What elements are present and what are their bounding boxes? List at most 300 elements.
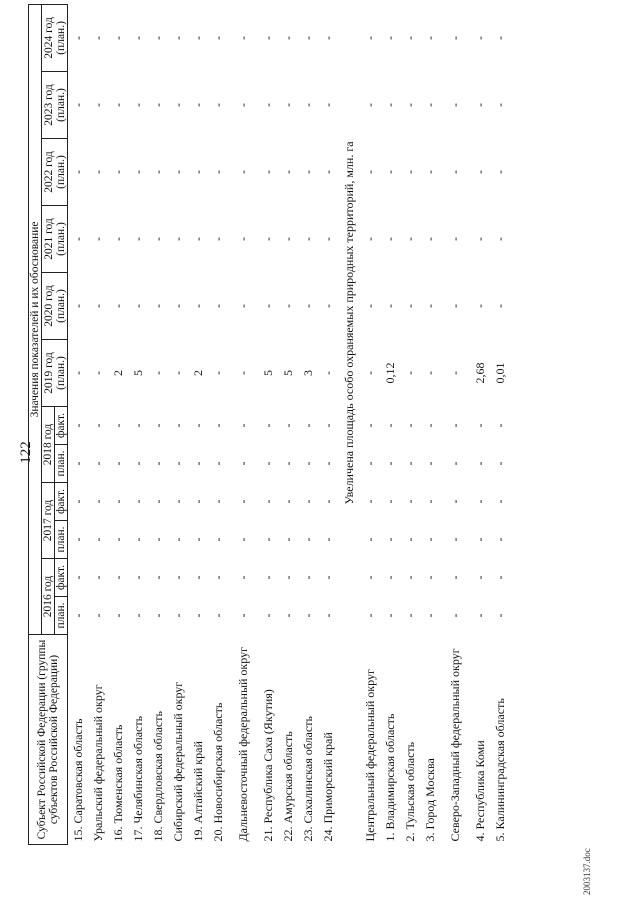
- value-cell: -: [422, 371, 437, 375]
- value-cell: -: [110, 575, 125, 580]
- value-cell: -: [235, 371, 250, 375]
- value-cell: -: [402, 461, 417, 466]
- value-cell: -: [90, 461, 105, 466]
- value-cell: -: [150, 461, 165, 466]
- value-cell: -: [260, 103, 275, 107]
- value-cell: -: [280, 613, 295, 618]
- table-row: [228, 4, 258, 844]
- year-2024-header: [42, 4, 68, 71]
- value-cell: -: [210, 35, 225, 40]
- value-cell: -: [320, 537, 335, 542]
- fact-2017-header: факт.: [55, 483, 68, 521]
- value-cell: -: [300, 575, 315, 580]
- value-cell: -: [70, 371, 85, 375]
- value-cell: -: [362, 613, 377, 618]
- value-cell: -: [402, 371, 417, 375]
- subject-name-cell: 17. Челябинская область: [130, 715, 145, 842]
- value-cell: -: [130, 423, 145, 428]
- value-cell: -: [362, 461, 377, 466]
- value-cell: -: [382, 423, 397, 428]
- indicator-table-container: [28, 5, 510, 845]
- year-2020-header: [42, 273, 68, 340]
- value-cell: -: [362, 575, 377, 580]
- value-cell: -: [130, 575, 145, 580]
- subject-name-cell: 23. Сахалинская область: [300, 716, 315, 842]
- value-cell: 5: [280, 370, 295, 376]
- value-cell: -: [320, 237, 335, 241]
- value-cell: -: [280, 537, 295, 542]
- value-cell: -: [190, 304, 205, 308]
- value-cell: -: [235, 35, 250, 40]
- year-2017-header: 2017 год: [42, 483, 55, 559]
- table-row: [360, 4, 380, 844]
- plan-note: (план.): [54, 88, 67, 122]
- subject-name-cell: 19. Алтайский край: [190, 741, 205, 842]
- value-cell: -: [320, 575, 335, 580]
- value-cell: -: [447, 537, 462, 542]
- value-cell: -: [235, 237, 250, 241]
- value-cell: -: [472, 103, 487, 107]
- value-cell: -: [300, 461, 315, 466]
- table-row: [318, 4, 338, 844]
- value-cell: -: [492, 499, 507, 504]
- value-cell: -: [130, 237, 145, 241]
- value-cell: -: [382, 537, 397, 542]
- values-group-header: Значения показателей и их обоснование: [29, 4, 42, 634]
- value-cell: -: [90, 499, 105, 504]
- subject-name-cell: 2. Тульская область: [402, 741, 417, 842]
- value-cell: -: [280, 103, 295, 107]
- value-cell: -: [402, 613, 417, 618]
- value-cell: -: [210, 575, 225, 580]
- value-cell: -: [130, 537, 145, 542]
- subject-name-cell: 18. Свердловская область: [150, 711, 165, 842]
- value-cell: -: [402, 575, 417, 580]
- value-cell: -: [447, 461, 462, 466]
- value-cell: -: [472, 537, 487, 542]
- value-cell: -: [362, 371, 377, 375]
- value-cell: -: [492, 304, 507, 308]
- value-cell: -: [110, 613, 125, 618]
- value-cell: -: [422, 35, 437, 40]
- value-cell: -: [422, 423, 437, 428]
- value-cell: -: [382, 103, 397, 107]
- table-row: [258, 4, 278, 844]
- value-cell: -: [422, 613, 437, 618]
- year-2021-header: [42, 206, 68, 273]
- value-cell: -: [130, 304, 145, 308]
- value-cell: -: [210, 170, 225, 174]
- value-cell: -: [260, 237, 275, 241]
- value-cell: -: [300, 237, 315, 241]
- value-cell: -: [447, 170, 462, 174]
- value-cell: -: [422, 170, 437, 174]
- value-cell: -: [90, 537, 105, 542]
- value-cell: -: [170, 575, 185, 580]
- value-cell: -: [402, 103, 417, 107]
- value-cell: -: [110, 423, 125, 428]
- value-cell: -: [70, 575, 85, 580]
- subject-name-cell: 15. Саратовская область: [70, 718, 85, 842]
- value-cell: -: [110, 461, 125, 466]
- value-cell: -: [422, 575, 437, 580]
- value-cell: -: [70, 237, 85, 241]
- subject-name-cell: Центральный федеральный округ: [362, 669, 377, 842]
- value-cell: 0,12: [382, 362, 397, 384]
- value-cell: -: [280, 304, 295, 308]
- value-cell: -: [472, 575, 487, 580]
- table-row: [148, 4, 168, 844]
- value-cell: -: [190, 103, 205, 107]
- value-cell: -: [492, 35, 507, 40]
- value-cell: -: [402, 423, 417, 428]
- table-row: [68, 4, 89, 844]
- value-cell: -: [280, 499, 295, 504]
- value-cell: -: [190, 170, 205, 174]
- value-cell: -: [362, 304, 377, 308]
- value-cell: -: [362, 237, 377, 241]
- value-cell: -: [70, 537, 85, 542]
- value-cell: -: [235, 170, 250, 174]
- value-cell: 2,68: [472, 362, 487, 384]
- value-cell: -: [150, 537, 165, 542]
- value-cell: -: [362, 499, 377, 504]
- value-cell: -: [320, 371, 335, 375]
- value-cell: -: [130, 613, 145, 618]
- value-cell: -: [447, 304, 462, 308]
- value-cell: -: [150, 423, 165, 428]
- table-row: [490, 4, 510, 844]
- value-cell: -: [260, 423, 275, 428]
- plan-note: (план.): [54, 155, 67, 189]
- value-cell: -: [235, 423, 250, 428]
- subject-column-header: Субъект Российской Федерации (группы субъектов Российской Федерации): [29, 635, 68, 845]
- value-cell: -: [472, 170, 487, 174]
- value-cell: -: [280, 575, 295, 580]
- value-cell: -: [447, 499, 462, 504]
- value-cell: -: [70, 461, 85, 466]
- value-cell: -: [472, 35, 487, 40]
- value-cell: -: [447, 575, 462, 580]
- subject-name-cell: Дальневосточный федеральный округ: [235, 646, 250, 842]
- value-cell: -: [447, 35, 462, 40]
- value-cell: -: [447, 613, 462, 618]
- subject-name-cell: 1. Владимирская область: [382, 713, 397, 842]
- value-cell: -: [110, 237, 125, 241]
- value-cell: -: [362, 35, 377, 40]
- value-cell: -: [472, 304, 487, 308]
- value-cell: -: [150, 575, 165, 580]
- value-cell: -: [70, 423, 85, 428]
- value-cell: -: [320, 423, 335, 428]
- value-cell: 2: [190, 370, 205, 376]
- value-cell: -: [170, 371, 185, 375]
- value-cell: -: [492, 423, 507, 428]
- value-cell: -: [170, 537, 185, 542]
- value-cell: -: [150, 499, 165, 504]
- value-cell: -: [110, 35, 125, 40]
- value-cell: -: [110, 499, 125, 504]
- subject-name-cell: 16. Тюменская область: [110, 724, 125, 842]
- value-cell: -: [382, 304, 397, 308]
- value-cell: -: [235, 575, 250, 580]
- value-cell: -: [210, 304, 225, 308]
- value-cell: -: [472, 613, 487, 618]
- fact-2018-header: факт.: [55, 407, 68, 445]
- plan-2016-header: план.: [55, 597, 68, 635]
- value-cell: -: [422, 237, 437, 241]
- indicator-table: [28, 4, 510, 845]
- value-cell: -: [402, 237, 417, 241]
- value-cell: -: [447, 423, 462, 428]
- value-cell: -: [210, 613, 225, 618]
- plan-2017-header: план.: [55, 521, 68, 559]
- year-2023-header: [42, 72, 68, 139]
- value-cell: -: [170, 423, 185, 428]
- value-cell: -: [150, 103, 165, 107]
- subject-name-cell: 5. Калининградская область: [492, 698, 507, 842]
- value-cell: -: [130, 461, 145, 466]
- value-cell: -: [210, 499, 225, 504]
- value-cell: -: [150, 613, 165, 618]
- value-cell: -: [190, 613, 205, 618]
- value-cell: -: [422, 537, 437, 542]
- value-cell: 3: [300, 370, 315, 376]
- year-2016-header: 2016 год: [42, 559, 55, 635]
- value-cell: -: [190, 423, 205, 428]
- value-cell: -: [402, 304, 417, 308]
- value-cell: -: [422, 499, 437, 504]
- subject-name-cell: 20. Новосибирская область: [210, 702, 225, 842]
- value-cell: -: [320, 170, 335, 174]
- value-cell: -: [492, 170, 507, 174]
- value-cell: -: [170, 304, 185, 308]
- value-cell: -: [472, 423, 487, 428]
- value-cell: -: [362, 537, 377, 542]
- value-cell: -: [90, 575, 105, 580]
- value-cell: -: [90, 35, 105, 40]
- table-row: [298, 4, 318, 844]
- value-cell: -: [320, 613, 335, 618]
- value-cell: -: [260, 575, 275, 580]
- subject-name-cell: 21. Республика Саха (Якутия): [260, 689, 275, 842]
- table-row: [380, 4, 400, 844]
- plan-note: (план.): [54, 222, 67, 256]
- value-cell: -: [190, 461, 205, 466]
- plan-note: (план.): [54, 289, 67, 323]
- table-row: [440, 4, 470, 844]
- value-cell: -: [130, 35, 145, 40]
- value-cell: -: [280, 35, 295, 40]
- value-cell: -: [280, 461, 295, 466]
- year-2019-header: [42, 340, 68, 407]
- year-label: 2024 год: [42, 17, 55, 59]
- table-body: [68, 4, 511, 844]
- value-cell: -: [422, 461, 437, 466]
- value-cell: -: [447, 371, 462, 375]
- subject-name-cell: Уральский федеральный округ: [90, 684, 105, 842]
- year-label: 2020 год: [42, 285, 55, 327]
- value-cell: -: [320, 103, 335, 107]
- value-cell: -: [210, 103, 225, 107]
- value-cell: -: [260, 613, 275, 618]
- value-cell: -: [235, 499, 250, 504]
- value-cell: -: [447, 103, 462, 107]
- value-cell: -: [70, 170, 85, 174]
- value-cell: -: [190, 237, 205, 241]
- value-cell: -: [210, 423, 225, 428]
- value-cell: -: [362, 423, 377, 428]
- value-cell: -: [320, 499, 335, 504]
- value-cell: -: [235, 613, 250, 618]
- value-cell: -: [150, 35, 165, 40]
- year-label: 2023 год: [42, 84, 55, 126]
- value-cell: -: [402, 537, 417, 542]
- subject-name-cell: 22. Амурская область: [280, 731, 295, 842]
- value-cell: -: [492, 575, 507, 580]
- value-cell: -: [210, 461, 225, 466]
- table-row: [168, 4, 188, 844]
- value-cell: -: [472, 237, 487, 241]
- value-cell: -: [492, 103, 507, 107]
- value-cell: -: [260, 537, 275, 542]
- value-cell: -: [90, 371, 105, 375]
- value-cell: -: [235, 304, 250, 308]
- value-cell: -: [110, 537, 125, 542]
- value-cell: -: [150, 371, 165, 375]
- value-cell: -: [492, 537, 507, 542]
- year-label: 2019 год: [42, 352, 55, 394]
- value-cell: -: [472, 461, 487, 466]
- value-cell: -: [280, 170, 295, 174]
- value-cell: -: [110, 304, 125, 308]
- value-cell: -: [210, 371, 225, 375]
- table-row: [128, 4, 148, 844]
- value-cell: -: [300, 304, 315, 308]
- value-cell: 0,01: [492, 362, 507, 384]
- value-cell: -: [235, 537, 250, 542]
- year-label: 2021 год: [42, 218, 55, 260]
- value-cell: -: [300, 613, 315, 618]
- subject-name-cell: Северо-Западный федеральный округ: [447, 648, 462, 842]
- year-label: 2022 год: [42, 151, 55, 193]
- table-row: [470, 4, 490, 844]
- value-cell: -: [210, 537, 225, 542]
- value-cell: -: [150, 170, 165, 174]
- value-cell: -: [90, 237, 105, 241]
- value-cell: -: [300, 35, 315, 40]
- value-cell: -: [320, 461, 335, 466]
- value-cell: -: [300, 170, 315, 174]
- value-cell: -: [492, 461, 507, 466]
- value-cell: -: [190, 35, 205, 40]
- value-cell: -: [260, 35, 275, 40]
- table-row: [278, 4, 298, 844]
- value-cell: 5: [260, 370, 275, 376]
- subject-name-cell: 4. Республика Коми: [472, 740, 487, 842]
- value-cell: -: [260, 170, 275, 174]
- value-cell: -: [170, 237, 185, 241]
- value-cell: -: [190, 499, 205, 504]
- value-cell: -: [300, 499, 315, 504]
- value-cell: -: [362, 170, 377, 174]
- value-cell: -: [300, 537, 315, 542]
- value-cell: -: [130, 103, 145, 107]
- value-cell: -: [447, 237, 462, 241]
- page-number: 122: [18, 441, 34, 464]
- value-cell: -: [190, 575, 205, 580]
- value-cell: -: [210, 237, 225, 241]
- value-cell: -: [260, 461, 275, 466]
- value-cell: -: [90, 423, 105, 428]
- fact-2016-header: факт.: [55, 559, 68, 597]
- value-cell: -: [320, 35, 335, 40]
- value-cell: -: [90, 103, 105, 107]
- value-cell: -: [402, 499, 417, 504]
- value-cell: -: [70, 35, 85, 40]
- footer-file-code: 2003137.doc: [582, 848, 592, 895]
- table-row: [208, 4, 228, 844]
- value-cell: -: [382, 575, 397, 580]
- value-cell: -: [280, 237, 295, 241]
- value-cell: -: [382, 35, 397, 40]
- section-title: Увеличена площадь особо охраняемых природных территорий, млн. га: [341, 141, 356, 505]
- value-cell: -: [300, 103, 315, 107]
- value-cell: -: [70, 613, 85, 618]
- value-cell: -: [492, 613, 507, 618]
- value-cell: -: [472, 499, 487, 504]
- table-row: [108, 4, 128, 844]
- value-cell: -: [110, 103, 125, 107]
- table-header: [29, 4, 68, 844]
- plan-note: (план.): [54, 21, 67, 55]
- value-cell: -: [70, 304, 85, 308]
- table-row: [88, 4, 108, 844]
- value-cell: -: [402, 170, 417, 174]
- value-cell: -: [170, 613, 185, 618]
- table-row: [188, 4, 208, 844]
- subject-name-cell: 24. Приморский край: [320, 732, 335, 842]
- value-cell: -: [170, 461, 185, 466]
- value-cell: -: [382, 170, 397, 174]
- value-cell: -: [320, 304, 335, 308]
- value-cell: -: [130, 170, 145, 174]
- table-row: [400, 4, 420, 844]
- value-cell: -: [70, 499, 85, 504]
- value-cell: -: [70, 103, 85, 107]
- value-cell: -: [90, 613, 105, 618]
- value-cell: -: [492, 237, 507, 241]
- value-cell: -: [90, 304, 105, 308]
- table-row: [420, 4, 440, 844]
- value-cell: -: [382, 461, 397, 466]
- value-cell: -: [150, 237, 165, 241]
- section-row: [338, 4, 360, 844]
- value-cell: -: [382, 499, 397, 504]
- value-cell: -: [382, 613, 397, 618]
- value-cell: -: [422, 103, 437, 107]
- value-cell: 5: [130, 370, 145, 376]
- value-cell: -: [150, 304, 165, 308]
- value-cell: -: [110, 170, 125, 174]
- year-2022-header: [42, 139, 68, 206]
- value-cell: -: [170, 35, 185, 40]
- value-cell: -: [300, 423, 315, 428]
- value-cell: -: [170, 499, 185, 504]
- value-cell: -: [362, 103, 377, 107]
- value-cell: -: [402, 35, 417, 40]
- plan-note: (план.): [54, 356, 67, 390]
